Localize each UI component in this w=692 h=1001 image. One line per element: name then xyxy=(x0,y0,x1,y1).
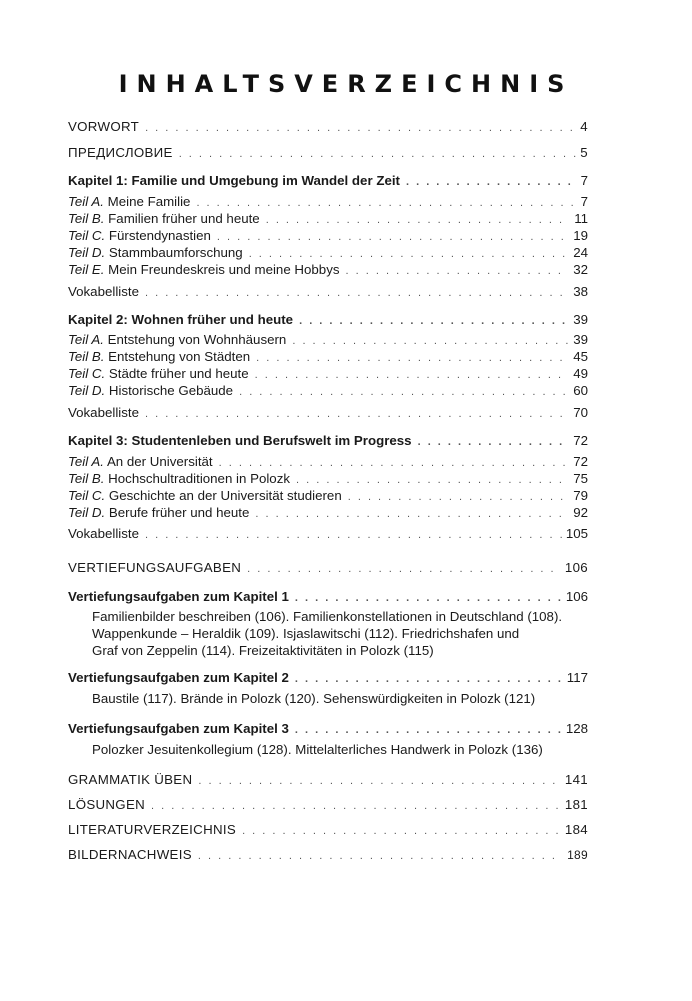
toc-entry-bildernachweis[interactable] xyxy=(68,846,588,865)
vertiefung-2-description xyxy=(92,690,592,707)
leader-dots xyxy=(145,527,562,544)
toc-label: Vokabelliste xyxy=(68,284,139,299)
leader-dots xyxy=(145,120,576,137)
leader-dots xyxy=(295,590,562,607)
toc-page: 5 xyxy=(580,145,588,160)
toc-entry-k2-vokabelliste[interactable] xyxy=(68,404,588,423)
toc-label: Vertiefungsaufgaben zum Kapitel 1 xyxy=(68,589,289,604)
page-title: INHALTSVERZEICHNIS xyxy=(118,70,574,98)
leader-dots xyxy=(346,263,570,280)
toc-label: Vokabelliste xyxy=(68,526,139,541)
teil-label: Teil E. xyxy=(68,262,105,277)
description-line: Familienbilder beschreiben (106). Familienkonstellationen in Deutschland (108). xyxy=(92,609,563,624)
teil-label: Teil A. xyxy=(68,454,104,469)
teil-label: Teil D. xyxy=(68,383,106,398)
toc-page: 79 xyxy=(573,488,588,503)
toc-label: Meine Familie xyxy=(107,194,191,209)
teil-label: Teil A. xyxy=(68,194,104,209)
teil-label: Teil D. xyxy=(68,245,106,260)
toc-entry-vertiefung-kapitel-2[interactable] xyxy=(68,669,588,688)
toc-entry-k2-teil-d[interactable] xyxy=(68,382,588,401)
teil-label: Teil D. xyxy=(68,505,106,520)
toc-label: An der Universität xyxy=(106,454,213,469)
toc-page: 72 xyxy=(573,454,588,469)
leader-dots xyxy=(295,722,562,739)
leader-dots xyxy=(255,506,569,523)
leader-dots xyxy=(179,146,577,163)
toc-label: Vokabelliste xyxy=(68,405,139,420)
leader-dots xyxy=(145,285,569,302)
toc-entry-vertiefungsaufgaben[interactable] xyxy=(68,559,588,578)
leader-dots xyxy=(247,561,561,578)
toc-label: Kapitel 2: Wohnen früher und heute xyxy=(68,312,294,327)
toc-page: 141 xyxy=(564,772,588,787)
toc-entry-literaturverzeichnis[interactable] xyxy=(68,821,588,840)
leader-dots xyxy=(406,174,577,191)
toc-page: 128 xyxy=(565,721,588,736)
toc-label: Historische Gebäude xyxy=(108,383,234,398)
toc-page: 19 xyxy=(573,228,588,243)
toc-entry-loesungen[interactable] xyxy=(68,796,588,815)
toc-label: BILDERNACHWEIS xyxy=(68,847,192,862)
leader-dots xyxy=(242,823,561,840)
toc-label: Familien früher und heute xyxy=(108,211,260,226)
toc-label: Stammbaumforschung xyxy=(108,245,243,260)
toc-entry-kapitel-1[interactable] xyxy=(68,172,588,191)
teil-label: Teil C. xyxy=(68,366,106,381)
toc-page: 181 xyxy=(564,797,588,812)
toc-entry-k1-teil-e[interactable] xyxy=(68,261,588,280)
toc-page: 70 xyxy=(573,405,588,420)
toc-page: 60 xyxy=(573,383,588,398)
toc-page: 4 xyxy=(580,119,588,134)
toc-label: LÖSUNGEN xyxy=(68,797,146,812)
toc-page: 32 xyxy=(573,262,588,277)
toc-entry-vorwort[interactable] xyxy=(68,118,588,137)
vertiefung-3-description xyxy=(92,741,592,758)
toc-page: 38 xyxy=(573,284,588,299)
toc-page: 117 xyxy=(566,670,588,685)
description-line: Polozker Jesuitenkollegium (128). Mittelalterliches Handwerk in Polozk (136) xyxy=(92,742,543,757)
toc-page: 39 xyxy=(573,332,588,347)
toc-label: Städte früher und heute xyxy=(108,366,249,381)
toc-label: GRAMMATIK ÜBEN xyxy=(68,772,193,787)
toc-label: Entstehung von Wohnhäusern xyxy=(107,332,287,347)
vertiefung-1-description xyxy=(92,608,592,659)
toc-page: 39 xyxy=(573,312,588,327)
toc-label: Entstehung von Städten xyxy=(108,349,251,364)
teil-label: Teil A. xyxy=(68,332,104,347)
toc-label: Fürstendynastien xyxy=(108,228,211,243)
toc-page: 184 xyxy=(564,822,588,837)
toc-entry-predislovie[interactable] xyxy=(68,144,588,163)
toc-label: VORWORT xyxy=(68,119,140,134)
toc-page: 105 xyxy=(565,526,588,541)
toc-label: ПРЕДИСЛОВИЕ xyxy=(68,145,173,160)
toc-page: 189 xyxy=(567,848,588,862)
toc-label: Berufe früher und heute xyxy=(108,505,250,520)
toc-entry-kapitel-2[interactable] xyxy=(68,311,588,330)
teil-label: Teil B. xyxy=(68,211,105,226)
toc-entry-k3-vokabelliste[interactable] xyxy=(68,525,588,544)
toc-page: 92 xyxy=(573,505,588,520)
description-line: Wappenkunde – Heraldik (109). Isjaslawitschi (112). Friedrichshafen und xyxy=(92,626,520,641)
toc-page: 72 xyxy=(573,433,588,448)
toc-page: 24 xyxy=(573,245,588,260)
toc-label: Kapitel 3: Studentenleben und Berufswelt im Progress xyxy=(68,433,412,448)
toc-label: Vertiefungsaufgaben zum Kapitel 3 xyxy=(68,721,289,736)
description-line: Baustile (117). Brände in Polozk (120). Sehenswürdigkeiten in Polozk (121) xyxy=(92,691,536,706)
leader-dots xyxy=(151,798,561,815)
toc-page: 11 xyxy=(574,211,588,226)
leader-dots xyxy=(418,434,570,451)
toc-page: 7 xyxy=(580,173,588,188)
toc-page: 45 xyxy=(573,349,588,364)
leader-dots xyxy=(295,671,563,688)
toc-entry-grammatik[interactable] xyxy=(68,771,588,790)
toc-entry-k3-teil-d[interactable] xyxy=(68,504,588,523)
toc-label: VERTIEFUNGSAUFGABEN xyxy=(68,560,242,575)
toc-page: 7 xyxy=(580,194,588,209)
toc-entry-kapitel-3[interactable] xyxy=(68,432,588,451)
leader-dots xyxy=(198,848,563,865)
leader-dots xyxy=(145,406,569,423)
toc-page: 49 xyxy=(573,366,588,381)
leader-dots xyxy=(299,313,569,330)
toc-entry-k1-vokabelliste[interactable] xyxy=(68,283,588,302)
toc-label: Kapitel 1: Familie und Umgebung im Wandel der Zeit xyxy=(68,173,400,188)
toc-page: 106 xyxy=(565,589,588,604)
toc-label: LITERATURVERZEICHNIS xyxy=(68,822,237,837)
toc-label: Hochschultraditionen in Polozk xyxy=(108,471,290,486)
toc-page: 106 xyxy=(564,560,588,575)
teil-label: Teil C. xyxy=(68,488,106,503)
toc-label: Geschichte an der Universität studieren xyxy=(108,488,342,503)
teil-label: Teil B. xyxy=(68,349,105,364)
teil-label: Teil C. xyxy=(68,228,106,243)
description-line: Graf von Zeppelin (114). Freizeitaktivitäten in Polozk (115) xyxy=(92,643,434,658)
toc-label: Vertiefungsaufgaben zum Kapitel 2 xyxy=(68,670,289,685)
toc-page: 75 xyxy=(573,471,588,486)
toc-label: Mein Freundeskreis und meine Hobbys xyxy=(108,262,340,277)
leader-dots xyxy=(198,773,561,790)
toc-entry-vertiefung-kapitel-3[interactable] xyxy=(68,720,588,739)
leader-dots xyxy=(239,384,569,401)
toc-entry-vertiefung-kapitel-1[interactable] xyxy=(68,588,588,607)
teil-label: Teil B. xyxy=(68,471,105,486)
